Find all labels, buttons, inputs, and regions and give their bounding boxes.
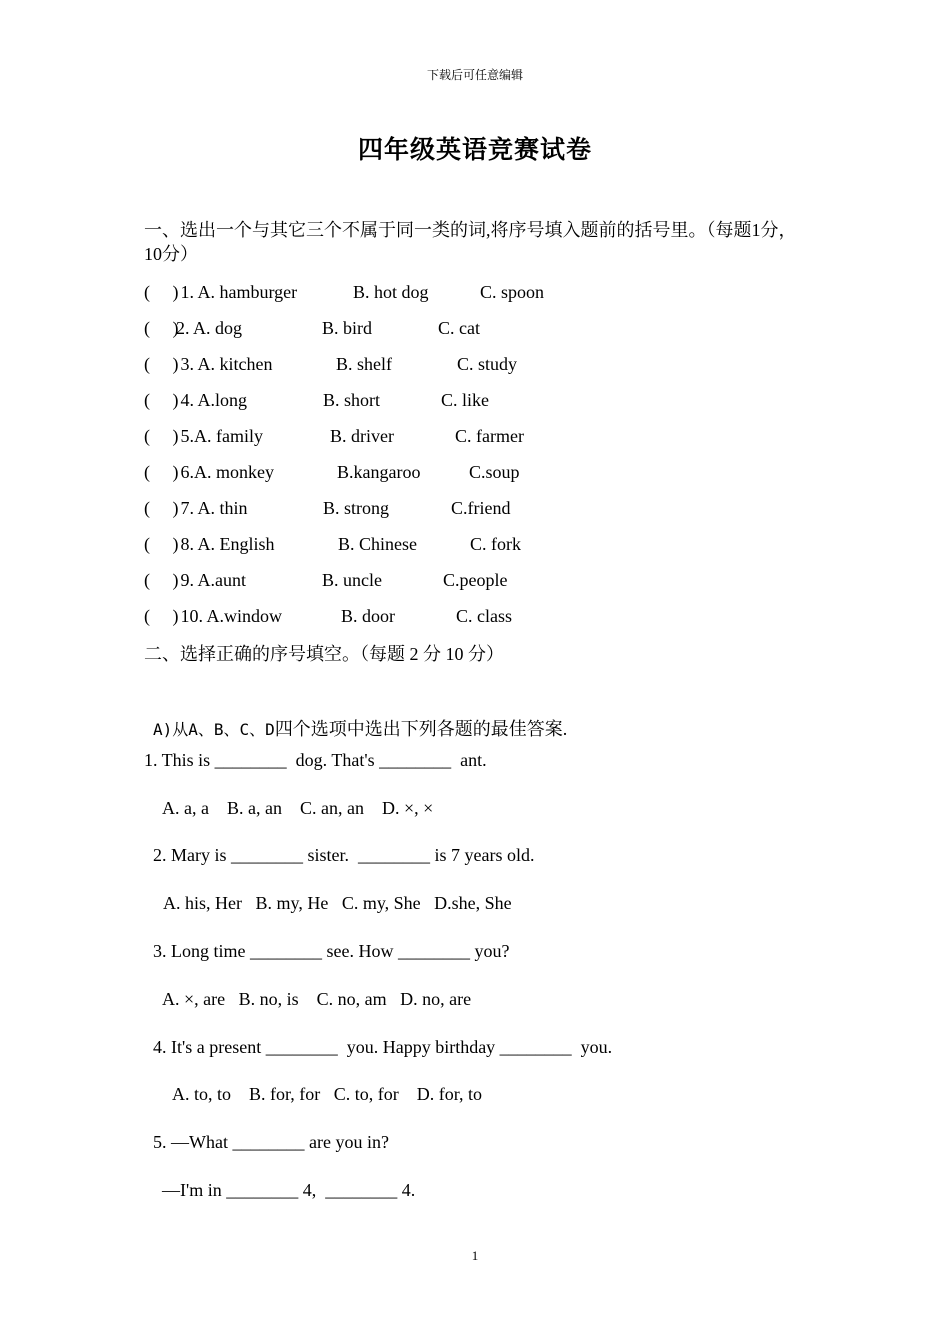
option-b: B. short (323, 390, 381, 410)
question-row (144, 318, 480, 342)
question-line: 1. This is ________ dog. That's ________ ant. (144, 750, 487, 770)
option-a: 10. A.window (176, 606, 283, 626)
question-row (144, 282, 545, 306)
question-row (144, 498, 511, 522)
option-a: 1. A. hamburger (176, 282, 298, 302)
option-b: B. hot dog (353, 282, 429, 302)
options-line: A. his, Her B. my, He C. my, She D.she, She (163, 893, 512, 913)
answer-bracket: ( ) (144, 606, 179, 626)
option-c: C. fork (470, 534, 521, 554)
option-a: 2. A. dog (176, 318, 243, 338)
option-c: C. like (441, 390, 489, 410)
answer-bracket: ( ) (144, 318, 179, 338)
answer-bracket: ( ) (144, 534, 179, 554)
subheading-prefix: A)从A、B、C、D (153, 720, 275, 739)
option-a: 3. A. kitchen (176, 354, 273, 374)
question-row (144, 606, 512, 630)
section1-heading: 一、选出一个与其它三个不属于同一类的词,将序号填入题前的括号里。（每题1分，10分） (144, 220, 797, 264)
question-row (144, 390, 489, 414)
page-title: 四年级英语竞赛试卷 (357, 137, 592, 164)
option-c: C. study (457, 354, 518, 374)
option-c: C. farmer (455, 426, 524, 446)
option-b: B. door (341, 606, 395, 626)
option-c: C. class (456, 606, 512, 626)
question-row (144, 426, 524, 450)
page-number: 1 (471, 1248, 479, 1263)
option-c: C.soup (469, 462, 520, 482)
option-a: 5.A. family (176, 426, 263, 446)
question-line: 3. Long time ________ see. How ________ you? (153, 941, 510, 961)
header-note: 下载后可任意编辑 (426, 68, 523, 82)
options-line: A. to, to B. for, for C. to, for D. for, to (172, 1084, 483, 1104)
answer-bracket: ( ) (144, 354, 179, 374)
option-c: C. spoon (480, 282, 545, 302)
option-b: B. bird (322, 318, 373, 338)
question-row (144, 570, 508, 594)
answer-line: —I'm in ________ 4, ________ 4. (162, 1180, 416, 1200)
subheading-rest: 四个选项中选出下列各题的最佳答案. (274, 719, 568, 739)
option-a: 4. A.long (176, 390, 248, 410)
option-c: C. cat (438, 318, 480, 338)
answer-bracket: ( ) (144, 570, 179, 590)
option-c: C.people (443, 570, 508, 590)
option-a: 7. A. thin (176, 498, 248, 518)
option-a: 9. A.aunt (176, 570, 246, 590)
section2-subheading (144, 693, 567, 742)
option-b: B.kangaroo (337, 462, 421, 482)
option-b: B. driver (330, 426, 394, 446)
section2-heading: 二、选择正确的序号填空。（每题 2 分 10 分） (144, 644, 504, 664)
question-row (144, 462, 520, 486)
answer-bracket: ( ) (144, 390, 179, 410)
option-b: B. uncle (322, 570, 382, 590)
question-line: 4. It's a present ________ you. Happy birthday ________ you. (153, 1037, 613, 1057)
question-row (144, 534, 521, 558)
option-b: B. Chinese (338, 534, 417, 554)
answer-bracket: ( ) (144, 462, 179, 482)
option-c: C.friend (451, 498, 511, 518)
answer-bracket: ( ) (144, 426, 179, 446)
question-row (144, 354, 518, 378)
answer-bracket: ( ) (144, 282, 179, 302)
question-line: 5. —What ________ are you in? (153, 1132, 389, 1152)
option-b: B. strong (323, 498, 390, 518)
option-a: 8. A. English (176, 534, 275, 554)
option-b: B. shelf (336, 354, 392, 374)
question-line: 2. Mary is ________ sister. ________ is 7 years old. (153, 845, 535, 865)
answer-bracket: ( ) (144, 498, 179, 518)
options-line: A. a, a B. a, an C. an, an D. ×, × (162, 798, 434, 818)
option-a: 6.A. monkey (176, 462, 274, 482)
options-line: A. ×, are B. no, is C. no, am D. no, are (162, 989, 472, 1009)
